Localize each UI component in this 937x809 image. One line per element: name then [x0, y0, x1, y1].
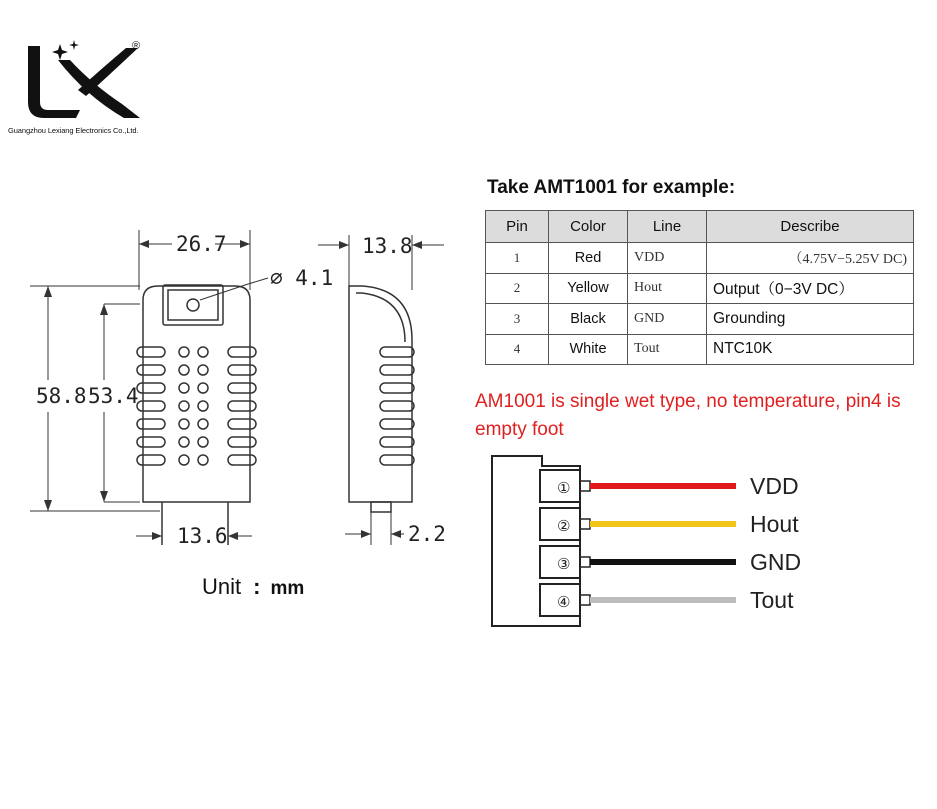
dim-pin-offset: 2.2: [408, 522, 446, 546]
table-row: [486, 334, 914, 365]
unit-colon: :: [253, 574, 261, 599]
pin-cell: 1: [486, 243, 549, 274]
wire-number-1: ①: [557, 479, 571, 497]
line-cell: VDD: [628, 243, 707, 274]
dim-height-body: 53.4: [88, 384, 139, 408]
color-cell: White: [549, 334, 628, 365]
color-cell: Black: [549, 304, 628, 335]
pin-cell: 3: [486, 304, 549, 335]
line-cell: Tout: [628, 334, 707, 365]
line-cell: GND: [628, 304, 707, 335]
table-header-row: [486, 211, 914, 243]
dim-width: 26.7: [176, 232, 227, 256]
describe-cell: Output（0−3V DC）: [707, 273, 914, 304]
lexiang-logo: [28, 40, 140, 118]
color-cell: Red: [549, 243, 628, 274]
pinout-table: [485, 210, 914, 365]
unit-text: Unit: [202, 574, 242, 599]
color-cell: Yellow: [549, 273, 628, 304]
side-slots: [137, 347, 256, 465]
wire-label-vdd: VDD: [750, 473, 799, 499]
unit-label: [202, 574, 304, 600]
connector-wires: [580, 481, 736, 605]
vent-holes: [179, 347, 208, 465]
wire-number-3: ③: [557, 555, 571, 573]
company-name: Guangzhou Lexiang Electronics Co.,Ltd.: [8, 126, 139, 135]
wire-label-hout: Hout: [750, 511, 799, 537]
wire-number-2: ②: [557, 517, 571, 535]
am1001-note: AM1001 is single wet type, no temperature, pin4 is empty foot: [475, 391, 901, 440]
pin-cell: 4: [486, 334, 549, 365]
describe-cell: Grounding: [707, 304, 914, 335]
dim-height-total: 58.8: [36, 384, 87, 408]
unit-value: mm: [270, 578, 305, 599]
line-cell: Hout: [628, 273, 707, 304]
header-line: Line: [628, 211, 707, 243]
table-row: [486, 304, 914, 335]
wire-number-4: ④: [557, 593, 571, 611]
describe-cell: （4.75V−5.25V DC): [707, 243, 914, 274]
wire-tout: [590, 597, 736, 603]
wire-vdd: [590, 483, 736, 489]
header-color: Color: [549, 211, 628, 243]
table-row: [486, 273, 914, 304]
describe-cell: NTC10K: [707, 334, 914, 365]
pin-cell: 2: [486, 273, 549, 304]
wire-gnd: [590, 559, 736, 565]
pinout-title: Take AMT1001 for example:: [487, 177, 736, 198]
side-view: [318, 235, 444, 545]
table-row: [486, 243, 914, 274]
header-pin: Pin: [486, 211, 549, 243]
wire-hout: [590, 521, 736, 527]
wire-label-gnd: GND: [750, 549, 802, 575]
header-describe: Describe: [707, 211, 914, 243]
wire-label-tout: Tout: [750, 587, 794, 613]
registered-mark: ®: [132, 40, 141, 52]
dim-pin-span: 13.6: [177, 524, 228, 548]
dim-hole: ⌀ 4.1: [270, 266, 334, 290]
dim-depth: 13.8: [362, 234, 413, 258]
